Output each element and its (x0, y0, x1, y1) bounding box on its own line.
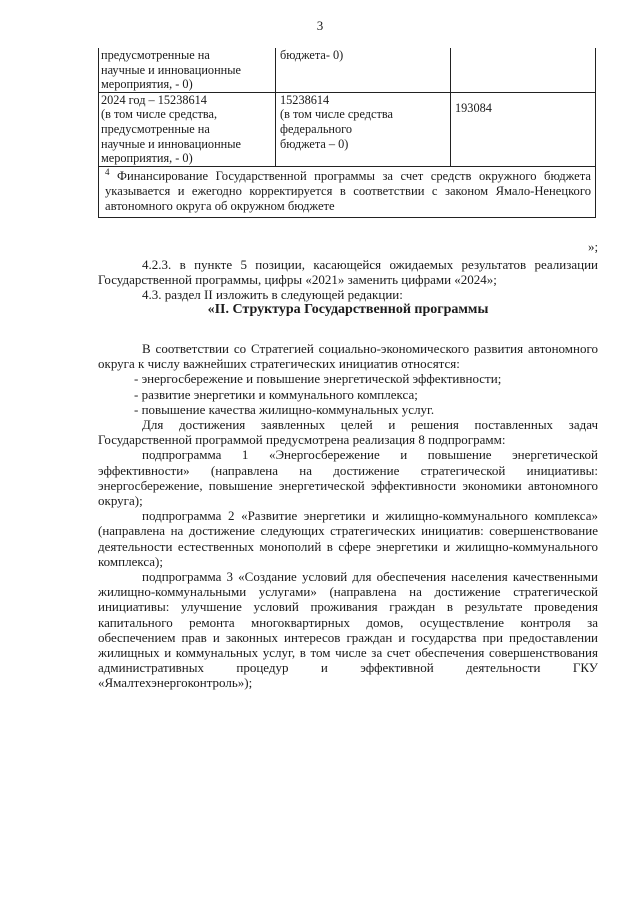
closing-quote: »; (588, 239, 599, 254)
cell-line: федерального (280, 121, 353, 136)
table-footnote-row (99, 166, 596, 218)
footnote-text (105, 166, 591, 215)
list-item: - энергосбережение и повышение энергетической эффективности; (134, 371, 502, 387)
page-number: 3 (316, 18, 324, 33)
paragraph: подпрограмма 2 «Развитие энергетики и жилищно-коммунального комплекса» (направлена на достижение следующих стратегических инициатив: совершенствование деятельности естественных монополий в сфере энергетики и жилищно-коммунального комплекса); (98, 508, 598, 569)
cell-line: бюджета- 0) (280, 48, 344, 62)
table-cell (276, 48, 451, 92)
cell-line: (в том числе средства, (101, 107, 218, 122)
cell-line: (в том числе средства (280, 107, 393, 122)
financing-table (98, 48, 596, 218)
cell-line: научные и инновационные (101, 136, 241, 151)
paragraph: подпрограмма 1 «Энергосбережение и повышение энергетической эффективности» (направлена на достижение стратегической инициативы: энергосбережение, повышение энергетической эффективности экономики автономного округа); (98, 447, 598, 509)
cell-line: бюджета – 0) (280, 136, 349, 151)
section-body (98, 341, 598, 691)
table-row (99, 92, 596, 166)
section-heading: «II. Структура Государственной программы (207, 302, 489, 317)
cell-line: мероприятия, - 0) (101, 77, 193, 92)
paragraph: подпрограмма 3 «Создание условий для обеспечения населения качественными жилищно-коммунальными услугами» (направлена на достижение стратегической инициативы: улучшение условий проживания граждан в результате проведения капитального ремонта многоквартирных домов, осуществление контроля за обеспечением прав и законных интересов граждан и государства при предоставлении жилищных и коммунальных услуг, в том числе за счет обеспечения совершенствования административных процедур и эффективной деятельности ГКУ «Ямалтехэнергоконтроль»); (98, 569, 598, 691)
table-cell (99, 48, 276, 92)
cell-line: мероприятия, - 0) (101, 151, 193, 166)
table-cell (99, 92, 276, 166)
cell-line: 15238614 (280, 92, 330, 107)
cell-line: предусмотренные на (101, 48, 210, 62)
table-row (99, 48, 596, 92)
paragraph: Для достижения заявленных целей и решения поставленных задач Государственной программой предусмотрена реализация 8 подпрограмм: (98, 417, 598, 448)
footnote-body: Финансирование Государственной программы за счет средств окружного бюджета указывается и ежегодно корректируется в соответствии с законом Ямало-Ненецкого автономного округа об окружном бюджете (105, 168, 591, 214)
cell-line: научные и инновационные (101, 62, 241, 77)
cell-line: предусмотренные на (101, 121, 210, 136)
paragraph: 4.3. раздел II изложить в следующей редакции: (142, 287, 403, 303)
table-cell-value: 193084 (451, 92, 596, 166)
table-cell (276, 92, 451, 166)
list-item: - повышение качества жилищно-коммунальных услуг. (134, 401, 435, 417)
table-footnote (99, 166, 596, 218)
list-item: - развитие энергетики и коммунального комплекса; (134, 386, 418, 402)
cell-line: 2024 год – 15238614 (101, 92, 207, 107)
paragraph: В соответствии со Стратегией социально-экономического развития автономного округа к числу важнейших стратегических инициатив относятся: (98, 341, 598, 372)
amendment-text (98, 257, 598, 303)
paragraph: 4.2.3. в пункте 5 позиции, касающейся ожидаемых результатов реализации Государственной программы, цифры «2021» заменить цифрами «2024»; (98, 257, 598, 288)
footnote-mark: 4 (105, 166, 110, 177)
table-cell (451, 48, 596, 92)
